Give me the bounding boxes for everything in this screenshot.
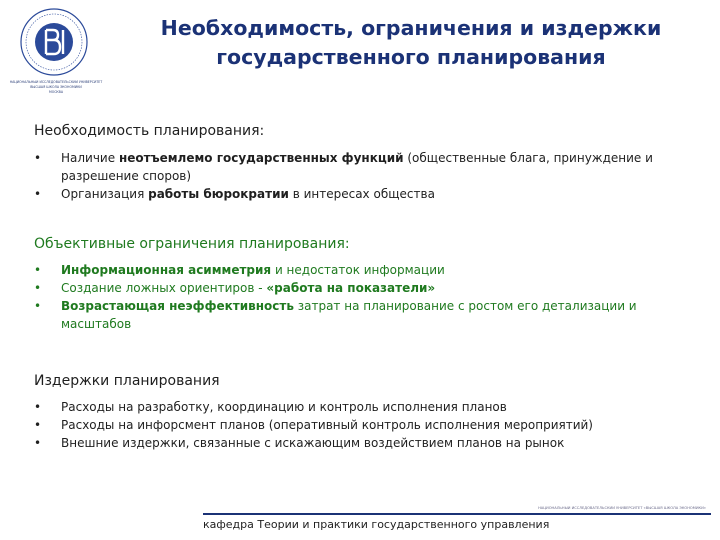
list-item xyxy=(34,416,674,434)
item-text: Внешние издержки, связанные с искажающим воздействием планов на рынок xyxy=(61,436,565,450)
list-item xyxy=(34,185,674,203)
logo-caption-line2: ВЫСШАЯ ШКОЛА ЭКОНОМИКИ xyxy=(30,85,82,89)
list-item xyxy=(34,434,674,452)
bullet-icon: • xyxy=(34,263,42,277)
item-text-bold: неотъемлемо государственных функций xyxy=(118,151,404,165)
hse-emblem-icon xyxy=(13,6,95,80)
footer-department: кафедра Теории и практики государственного управления xyxy=(203,518,550,531)
costs-list xyxy=(34,398,674,452)
item-text-bold: Информационная асимметрия xyxy=(61,263,272,277)
bullet-icon: • xyxy=(34,281,42,295)
item-text-post: и недостаток информации xyxy=(271,263,445,277)
bullet-icon: • xyxy=(34,436,42,450)
logo-caption-line1: НАЦИОНАЛЬНЫЙ ИССЛЕДОВАТЕЛЬСКИЙ УНИВЕРСИТЕТ xyxy=(9,80,103,84)
bullet-icon: • xyxy=(34,299,42,313)
list-item xyxy=(34,279,674,297)
item-text-pre: Создание ложных ориентиров - xyxy=(61,281,267,295)
item-text-post: в интересах общества xyxy=(288,187,435,201)
section-heading-constraints: Объективные ограничения планирования: xyxy=(34,236,350,252)
item-text-bold: Возрастающая неэффективность xyxy=(61,299,294,313)
item-text-pre: Организация xyxy=(61,187,149,201)
item-text-post: затрат на планирование с ростом его детализации и масштабов xyxy=(61,299,637,331)
list-item xyxy=(34,297,674,333)
footer-university-name: НАЦИОНАЛЬНЫЙ ИССЛЕДОВАТЕЛЬСКИЙ УНИВЕРСИТЕТ «ВЫСШАЯ ШКОЛА ЭКОНОМИКИ» xyxy=(538,506,706,510)
item-text: Расходы на инфорсмент планов (оперативный контроль исполнения мероприятий) xyxy=(61,418,593,432)
list-item xyxy=(34,149,674,185)
bullet-icon: • xyxy=(34,400,42,414)
list-item xyxy=(34,398,674,416)
bullet-icon: • xyxy=(34,151,42,165)
section-heading-costs: Издержки планирования xyxy=(34,373,220,389)
bullet-icon: • xyxy=(34,187,42,201)
constraints-list xyxy=(34,261,674,333)
item-text-bold: работы бюрократии xyxy=(148,187,289,201)
item-text-bold: «работа на показатели» xyxy=(266,281,436,295)
bullet-icon: • xyxy=(34,418,42,432)
item-text-post: (общественные блага, принуждение и разрешение споров) xyxy=(61,151,653,183)
necessity-list xyxy=(34,149,674,203)
section-heading-necessity: Необходимость планирования: xyxy=(34,123,265,139)
item-text-pre: Наличие xyxy=(61,151,119,165)
item-text: Расходы на разработку, координацию и контроль исполнения планов xyxy=(61,400,507,414)
list-item xyxy=(34,261,674,279)
logo-caption-line3: МОСКВА xyxy=(48,90,64,94)
page-title: Необходимость, ограничения и издержки государственного планирования xyxy=(160,16,662,69)
university-logo xyxy=(8,6,103,94)
footer-divider xyxy=(203,513,711,515)
